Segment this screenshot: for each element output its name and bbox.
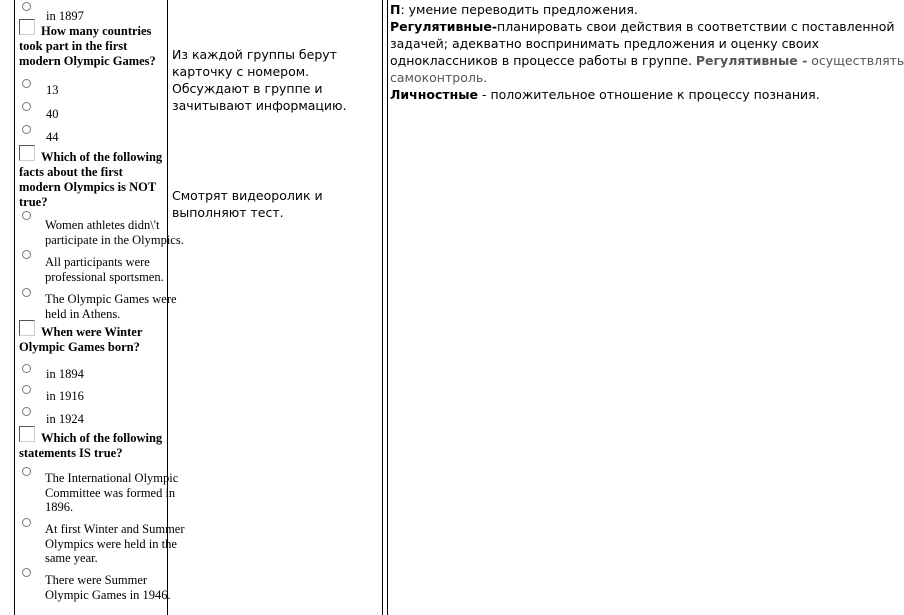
option-40: 40 [46, 107, 59, 121]
outcome-personal: Личностные - положительное отношение к процессу познания. [390, 87, 820, 102]
table-border-left [14, 0, 15, 615]
option-professional: All participants were professional sportsmen. [45, 255, 164, 284]
table-border-col3 [387, 0, 388, 615]
activity-text-1: Из каждой группы берут карточку с номером. Обсуждают в группе и зачитывают информацию. [172, 47, 347, 113]
option-women: Women athletes didn\'t participate in the Olympics. [45, 218, 184, 247]
outcome-regulatory: Регулятивные-планировать свои действия в соответствии с поставленной [390, 19, 895, 34]
option-44: 44 [46, 130, 59, 144]
question-checkbox[interactable] [19, 145, 35, 161]
option-1897: in 1897 [46, 9, 84, 23]
option-same-year: At first Winter and Summer Olympics were held in the same year. [45, 522, 185, 565]
question-winter: When were Winter Olympic Games born? [19, 325, 165, 355]
option-athens: The Olympic Games were held in Athens. [45, 292, 177, 321]
outcome-regulatory-line3: одноклассников в процессе работы в группе. Регулятивные - осуществлять [390, 53, 904, 68]
question-checkbox[interactable] [19, 320, 35, 336]
question-countries: How many countries took part in the first modern Olympic Games? [19, 24, 165, 69]
outcome-p: П: умение переводить предложения. [390, 2, 638, 17]
option-1946: There were Summer Olympic Games in 1946. [45, 573, 171, 602]
option-1916: in 1916 [46, 389, 84, 403]
activity-text-2: Смотрят видеоролик и выполняют тест. [172, 188, 323, 220]
option-ioc: The International Olympic Committee was formed in 1896. [45, 471, 179, 514]
option-1894: in 1894 [46, 367, 84, 381]
outcome-selfcontrol: самоконтроль. [390, 70, 488, 85]
outcome-regulatory-line2: задачей; адекватно воспринимать предложения и оценку своих [390, 36, 820, 51]
question-is-true: Which of the following statements IS true? [19, 431, 165, 461]
table-border-col2 [382, 0, 383, 615]
outcomes-column [390, 1, 904, 103]
option-13: 13 [46, 83, 59, 97]
question-checkbox[interactable] [19, 19, 35, 35]
question-checkbox[interactable] [19, 426, 35, 442]
question-not-true: Which of the following facts about the first modern Olympics is NOT true? [19, 150, 165, 210]
option-1924: in 1924 [46, 412, 84, 426]
